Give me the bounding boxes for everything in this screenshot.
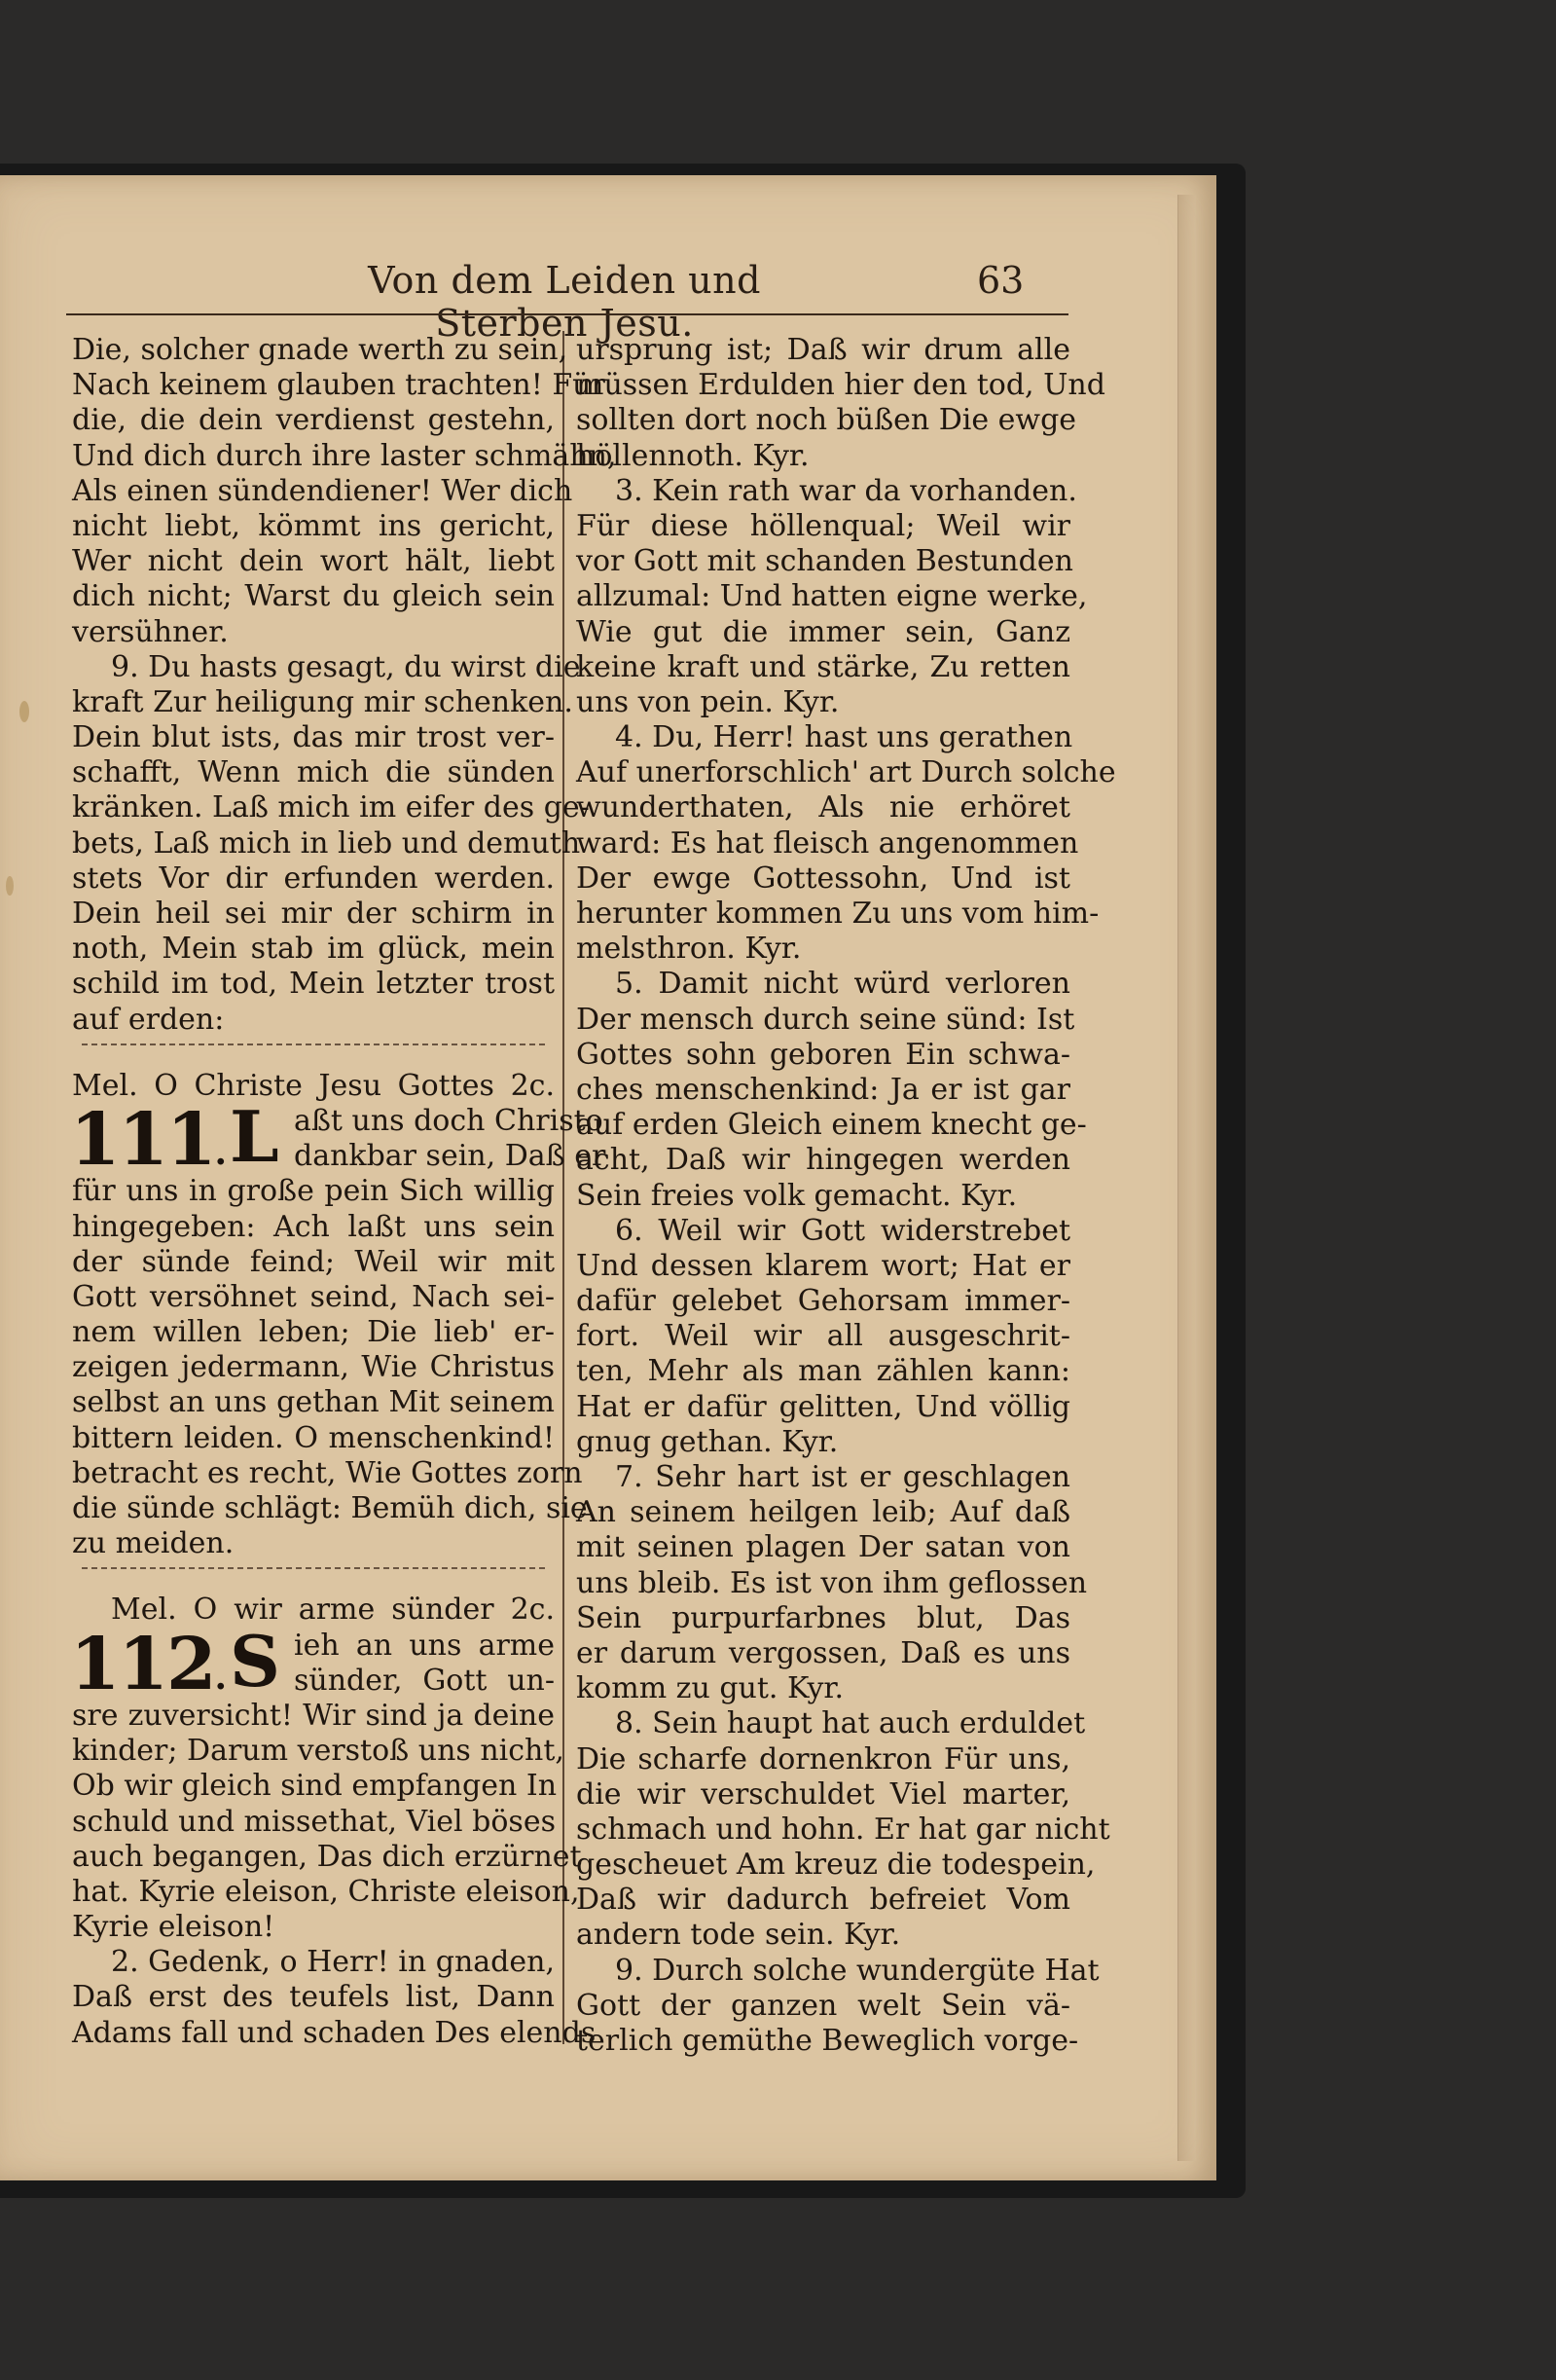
right-continuation bbox=[576, 333, 1105, 474]
left-stanza-9 bbox=[72, 649, 590, 1038]
text-line: mit seinen plagen Der satan von bbox=[576, 1530, 1070, 1565]
text-line: ten, Mehr als man zählen kann: bbox=[576, 1354, 1070, 1389]
hymn-separator bbox=[82, 1044, 545, 1059]
hymn-first-line: aßt uns doch Christo bbox=[294, 1103, 603, 1138]
stanza-first-line: 8. Sein haupt hat auch erduldet bbox=[615, 1706, 1086, 1741]
hymn-first-line: ieh an uns arme bbox=[294, 1628, 555, 1663]
text-line: uns bleib. Es ist von ihm geflossen bbox=[576, 1565, 1088, 1600]
text-line: Nach keinem glauben trachten! Für bbox=[72, 368, 605, 403]
text-line: komm zu gut. Kyr. bbox=[576, 1671, 845, 1706]
text-line: Wer nicht dein wort hält, liebt bbox=[72, 544, 555, 579]
text-line: ward: Es hat fleisch angenommen bbox=[576, 825, 1079, 860]
hymn-112-opening bbox=[70, 1619, 555, 1706]
text-line: Dein blut ists, das mir trost ver- bbox=[72, 720, 555, 755]
melody-line: Mel. O Christe Jesu Gottes 2c. bbox=[72, 1068, 555, 1103]
text-line: An seinem heilgen leib; Auf daß bbox=[576, 1495, 1070, 1530]
right-stanza-8 bbox=[576, 1706, 1110, 1953]
text-line: Die scharfe dornenkron Für uns, bbox=[576, 1741, 1070, 1776]
melody-line: Mel. O wir arme sünder 2c. bbox=[111, 1593, 555, 1628]
text-line: dich nicht; Warst du gleich sein bbox=[72, 579, 555, 614]
text-line: nem willen leben; Die lieb' er- bbox=[72, 1315, 555, 1350]
text-line: die sünde schlägt: Bemüh dich, sie bbox=[72, 1491, 588, 1525]
text-line: die wir verschuldet Viel marter, bbox=[576, 1776, 1070, 1812]
hymn-number bbox=[70, 1097, 226, 1187]
stanza-first-line: 7. Sehr hart ist er geschlagen bbox=[615, 1460, 1070, 1494]
hymn-111 bbox=[70, 1068, 606, 1562]
drop-cap: L bbox=[230, 1094, 279, 1178]
text-line: dafür gelebet Gehorsam immer- bbox=[576, 1284, 1070, 1319]
text-line: allzumal: Und hatten eigne werke, bbox=[576, 579, 1088, 614]
right-column bbox=[576, 333, 1116, 2059]
text-line: nicht liebt, kömmt ins gericht, bbox=[72, 508, 555, 543]
text-line: ursprung ist; Daß wir drum alle bbox=[576, 333, 1070, 367]
text-line: Auf unerforschlich' art Durch solche bbox=[576, 755, 1116, 790]
margin-stain bbox=[6, 876, 14, 896]
stanza-first-line: 6. Weil wir Gott widerstrebet bbox=[615, 1213, 1070, 1248]
text-line: Daß erst des teufels list, Dann bbox=[72, 1980, 555, 2015]
text-line: Daß wir dadurch befreiet Vom bbox=[576, 1883, 1070, 1918]
text-line: gnug gethan. Kyr. bbox=[576, 1424, 839, 1459]
hymn-111-opening bbox=[70, 1094, 606, 1182]
hymn-second-line: dankbar sein, Daß er bbox=[294, 1139, 606, 1174]
text-line: Und dich durch ihre laster schmähn, bbox=[72, 438, 617, 473]
text-line: herunter kommen Zu uns vom him- bbox=[576, 897, 1100, 931]
text-line: Als einen sündendiener! Wer dich bbox=[72, 473, 573, 508]
stanza-first-line: 3. Kein rath war da vorhanden. bbox=[615, 473, 1077, 508]
stanza-first-line: 4. Du, Herr! hast uns gerathen bbox=[615, 720, 1073, 755]
stanza-first-line: 9. Du hasts gesagt, du wirst die bbox=[111, 649, 581, 684]
drop-cap: S bbox=[230, 1619, 280, 1703]
text-line: hat. Kyrie eleison, Christe eleison, bbox=[72, 1874, 580, 1909]
hymn-number-digits: 111 bbox=[70, 1097, 215, 1182]
text-line: uns von pein. Kyr. bbox=[576, 684, 840, 719]
text-line: Hat er dafür gelitten, Und völlig bbox=[576, 1389, 1070, 1424]
text-line: schild im tod, Mein letzter trost bbox=[72, 967, 555, 1002]
text-line: auch begangen, Das dich erzürnet bbox=[72, 1839, 582, 1874]
text-line: betracht es recht, Wie Gottes zorn bbox=[72, 1455, 583, 1490]
text-line: sollten dort noch büßen Die ewge bbox=[576, 403, 1077, 438]
stanza-first-line: 2. Gedenk, o Herr! in gnaden, bbox=[111, 1945, 555, 1980]
text-line: Für diese höllenqual; Weil wir bbox=[576, 508, 1070, 543]
text-line: kinder; Darum verstoß uns nicht, bbox=[72, 1734, 564, 1769]
text-line: keine kraft und stärke, Zu retten bbox=[576, 649, 1070, 684]
column-divider bbox=[562, 331, 564, 2044]
text-line: auf erden: bbox=[72, 1002, 225, 1037]
text-line: andern tode sein. Kyr. bbox=[576, 1918, 901, 1953]
left-continuation bbox=[72, 333, 617, 650]
text-line: Und dessen klarem wort; Hat er bbox=[576, 1248, 1070, 1283]
header-rule bbox=[66, 313, 1068, 315]
text-line: sre zuversicht! Wir sind ja deine bbox=[72, 1698, 555, 1733]
text-line: hingegeben: Ach laßt uns sein bbox=[72, 1209, 555, 1244]
right-stanza-5 bbox=[576, 967, 1087, 1213]
hymn-second-line: sünder, Gott un- bbox=[294, 1663, 555, 1698]
text-line: Kyrie eleison! bbox=[72, 1910, 275, 1945]
text-line: auf erden Gleich einem knecht ge- bbox=[576, 1108, 1087, 1143]
hymn-number-dot: . bbox=[214, 1656, 226, 1698]
right-stanza-7 bbox=[576, 1460, 1088, 1706]
running-head: Von dem Leiden und Sterben Jesu. bbox=[368, 259, 761, 345]
text-line: bittern leiden. O menschenkind! bbox=[72, 1420, 555, 1455]
right-stanza-9 bbox=[576, 1953, 1100, 2060]
page-edges bbox=[1177, 195, 1196, 2161]
hymn-separator bbox=[82, 1567, 545, 1583]
text-line: Der mensch durch seine sünd: Ist bbox=[576, 1002, 1075, 1037]
text-line: Gottes sohn geboren Ein schwa- bbox=[576, 1037, 1070, 1072]
text-line: Ob wir gleich sind empfangen In bbox=[72, 1769, 558, 1804]
text-line: noth, Mein stab im glück, mein bbox=[72, 932, 555, 967]
text-line: versühner. bbox=[72, 614, 229, 649]
text-line: vor Gott mit schanden Bestunden bbox=[576, 544, 1073, 579]
text-line: Gott der ganzen welt Sein vä- bbox=[576, 1988, 1070, 2023]
text-line: höllennoth. Kyr. bbox=[576, 438, 810, 473]
margin-stain bbox=[19, 701, 29, 722]
page-number: 63 bbox=[977, 259, 1025, 302]
text-line: bets, Laß mich in lieb und demuth bbox=[72, 825, 581, 860]
text-line: Die, solcher gnade werth zu sein, bbox=[72, 333, 568, 367]
stanza-first-line: 9. Durch solche wundergüte Hat bbox=[615, 1953, 1100, 1988]
text-line: Der ewge Gottessohn, Und ist bbox=[576, 860, 1070, 896]
right-stanza-4 bbox=[576, 720, 1116, 967]
hymn-number bbox=[70, 1622, 226, 1711]
text-line: zu meiden. bbox=[72, 1526, 235, 1561]
text-line: zeigen jedermann, Wie Christus bbox=[72, 1350, 555, 1385]
text-line: wunderthaten, Als nie erhöret bbox=[576, 790, 1070, 825]
text-line: Sein freies volk gemacht. Kyr. bbox=[576, 1178, 1018, 1213]
hymn-number-digits: 112 bbox=[70, 1622, 215, 1706]
right-stanza-6 bbox=[576, 1214, 1070, 1460]
text-line: Wie gut die immer sein, Ganz bbox=[576, 614, 1070, 649]
text-line: kraft Zur heiligung mir schenken. bbox=[72, 684, 573, 719]
text-line: müssen Erdulden hier den tod, Und bbox=[576, 368, 1105, 403]
text-line: der sünde feind; Weil wir mit bbox=[72, 1244, 555, 1279]
text-line: ches menschenkind: Ja er ist gar bbox=[576, 1072, 1070, 1107]
text-line: Gott versöhnet seind, Nach sei- bbox=[72, 1279, 555, 1314]
text-line: selbst an uns gethan Mit seinem bbox=[72, 1385, 555, 1420]
text-line: er darum vergossen, Daß es uns bbox=[576, 1635, 1070, 1670]
text-line: für uns in große pein Sich willig bbox=[72, 1174, 555, 1209]
text-line: Sein purpurfarbnes blut, Das bbox=[576, 1600, 1070, 1635]
stanza-first-line: 5. Damit nicht würd verloren bbox=[615, 967, 1070, 1002]
text-line: schafft, Wenn mich die sünden bbox=[72, 755, 555, 790]
text-line: die, die dein verdienst gestehn, bbox=[72, 403, 555, 438]
hymn-112 bbox=[70, 1593, 597, 2050]
text-line: melsthron. Kyr. bbox=[576, 932, 802, 967]
text-line: schmach und hohn. Er hat gar nicht bbox=[576, 1812, 1110, 1847]
text-line: Dein heil sei mir der schirm in bbox=[72, 897, 555, 931]
left-column bbox=[70, 333, 617, 2051]
text-line: acht, Daß wir hingegen werden bbox=[576, 1143, 1070, 1178]
text-line: schuld und missethat, Viel böses bbox=[72, 1804, 556, 1839]
text-line: Adams fall und schaden Des elends bbox=[72, 2015, 597, 2050]
text-line: kränken. Laß mich im eifer des ge- bbox=[72, 790, 590, 825]
text-line: stets Vor dir erfunden werden. bbox=[72, 860, 555, 896]
text-line: fort. Weil wir all ausgeschrit- bbox=[576, 1319, 1070, 1354]
text-line: terlich gemüthe Beweglich vorge- bbox=[576, 2024, 1079, 2058]
right-stanza-3 bbox=[576, 473, 1088, 720]
text-line: gescheuet Am kreuz die todespein, bbox=[576, 1848, 1096, 1883]
hymn-number-dot: . bbox=[214, 1131, 226, 1173]
